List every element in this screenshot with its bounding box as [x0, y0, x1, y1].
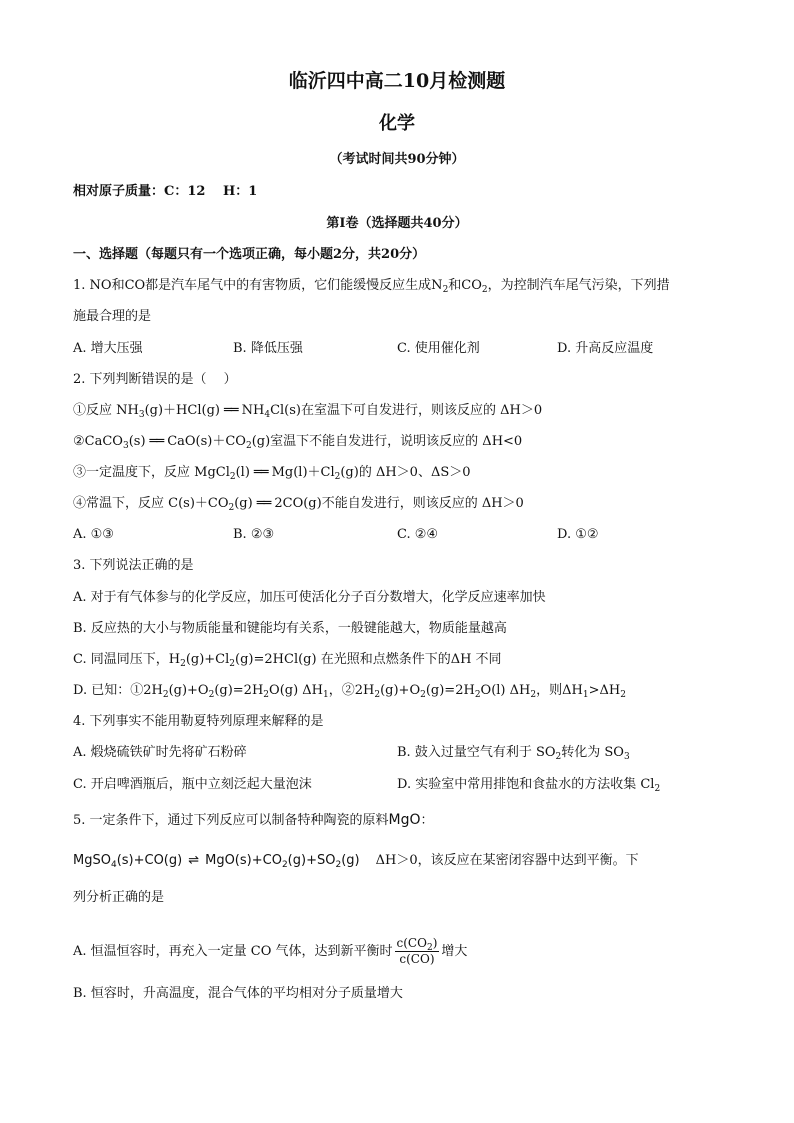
q3-option-b: B. 反应热的大小与物质能量和键能均有关系，一般键能越大，物质能量越高 — [73, 621, 507, 636]
q2-statement-3: ③一定温度下，反应 MgCl$_2$(l) ══ $Mg(l)+Cl_2(g)$的 ΔH＞0、ΔS＞0 — [73, 465, 471, 482]
q2-option-a: A. ①③ — [73, 527, 114, 542]
q1-option-a: A. 增大压强 — [73, 341, 143, 356]
atomic-mass-note: 相对原子质量：C：12 H：1 — [73, 184, 258, 199]
q2-statement-4: ④常温下，反应 $C(s)+CO_2(g)$ ══ 2CO(g)不能自发进行，则该反应的 ΔH＞0 — [73, 496, 524, 513]
q4-stem: 4. 下列事实不能用勒夏特列原理来解释的是 — [73, 714, 324, 729]
q1-stem-line2: 施最合理的是 — [73, 309, 152, 324]
q1-option-d: D. 升高反应温度 — [557, 341, 654, 356]
q5-option-a: A. 恒温恒容时，再充入一定量 CO 气体，达到新平衡时 $\frac{c(CO_2)}{c(CO)}$ 增大 — [73, 936, 468, 966]
section1-heading: 一、选择题（每题只有一个选项正确，每小题2分，共20分） — [73, 247, 426, 262]
q5-equation: MgSO$_4$(s)+CO(g) ⇌ $MgO(s)+CO_2(g)+SO_2(g)$ ΔH＞0，该反应在某密闭容器中达到平衡。下 — [73, 853, 639, 870]
q2-stem: 2. 下列判断错误的是（ ） — [73, 372, 237, 387]
q5-stem: 5. 一定条件下，通过下列反应可以制备特种陶瓷的原料MgO： — [73, 812, 434, 828]
concentration-ratio: $\frac{c(CO_2)}{c(CO)}$ — [396, 936, 438, 966]
q2-statement-2: ②CaCO$_3$(s) ══ $CaO(s)+CO_2(g)$室温下不能自发进行，说明该反应的 ΔH<0 — [73, 434, 523, 451]
q4-option-b: B. 鼓入过量空气有利于 $SO_2$转化为 $SO_3$ — [397, 745, 630, 762]
q1-stem: 1. NO和CO都是汽车尾气中的有害物质，它们能缓慢反应生成$N_2$和$CO_2$，为控制汽车尾气污染，下列措 — [73, 278, 670, 295]
q3-option-a: A. 对于有气体参与的化学反应，加压可使活化分子百分数增大，化学反应速率加快 — [73, 590, 546, 605]
equilibrium-arrow: ⇌ — [188, 853, 200, 868]
q2-option-d: D. ①② — [557, 527, 599, 542]
q5-stem-line3: 列分析正确的是 — [73, 890, 165, 905]
q2-option-c: C. ②④ — [397, 527, 439, 542]
q3-option-c: C. 同温同压下，$H_2(g)+Cl_2(g)=2HCl(g)$ 在光照和点燃条件下的ΔH 不同 — [73, 652, 502, 669]
q4-option-c: C. 开启啤酒瓶后，瓶中立刻泛起大量泡沫 — [73, 777, 312, 792]
q5-option-b: B. 恒容时，升高温度，混合气体的平均相对分子质量增大 — [73, 986, 403, 1001]
time-note: （考试时间共90分钟） — [329, 152, 465, 167]
q3-option-d: D. 已知：$①2H_2(g)+O_2(g)=2H_2O(g)$ $\Delta H_1$，$②2H_2(g)+O_2(g)=2H_2O(l)$ $\Delta H_2$，则$\Delta H_1>\Delta H_2$ — [73, 683, 626, 700]
q4-option-a: A. 煅烧硫铁矿时先将矿石粉碎 — [73, 745, 247, 760]
q1-option-c: C. 使用催化剂 — [397, 341, 480, 356]
q2-statement-1: ①反应 $NH_3(g)+HCl(g)$ ══ $NH_4Cl(s)$在室温下可自发进行，则该反应的 ΔH＞0 — [73, 403, 543, 420]
q3-stem: 3. 下列说法正确的是 — [73, 558, 194, 573]
page-title: 临沂四中高二10月检测题 — [288, 70, 506, 92]
subject-title: 化学 — [379, 113, 415, 134]
q2-option-b: B. ②③ — [233, 527, 275, 542]
part1-title: 第I卷（选择题共40分） — [326, 216, 468, 231]
q1-option-b: B. 降低压强 — [233, 341, 303, 356]
q4-option-d: D. 实验室中常用排饱和食盐水的方法收集 $Cl_2$ — [397, 777, 661, 794]
